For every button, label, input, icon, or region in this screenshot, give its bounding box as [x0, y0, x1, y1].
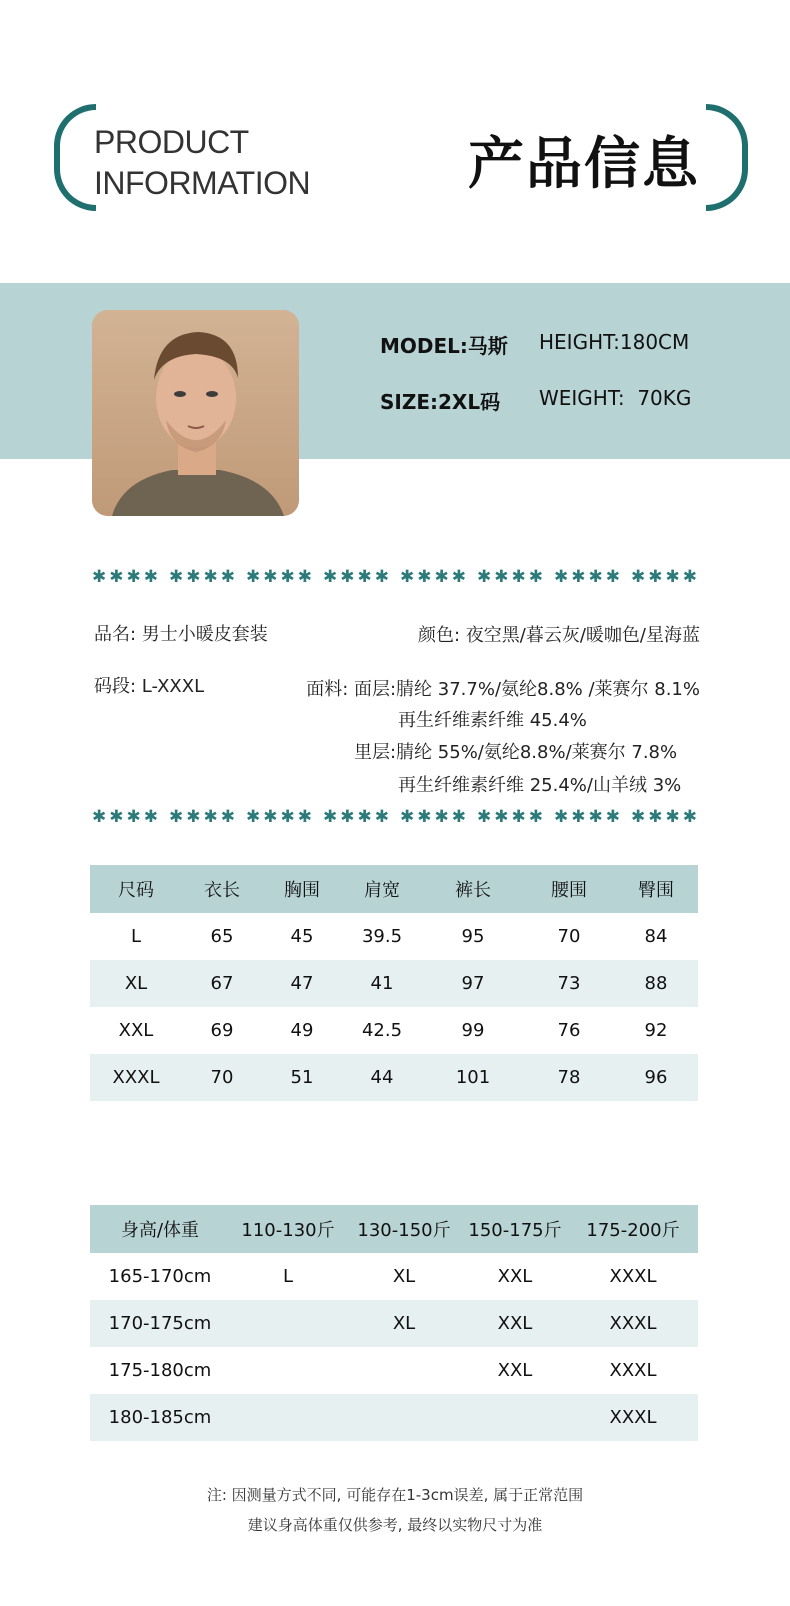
star-group: ✱✱✱✱	[631, 807, 700, 827]
table-cell: XXXL	[609, 1266, 657, 1287]
fabric-inner-line2: 再生纤维素纤维 25.4%/山羊绒 3%	[398, 775, 682, 796]
table-cell: 96	[614, 1054, 698, 1101]
star-group: ✱✱✱✱	[92, 567, 161, 587]
table-cell: 84	[644, 926, 668, 947]
table-cell: 101	[422, 1054, 524, 1101]
table-cell	[230, 1394, 346, 1441]
table-cell: 47	[262, 960, 342, 1007]
fit-table-header	[90, 1205, 698, 1253]
header-cell: 175-200斤	[568, 1205, 698, 1253]
star-group: ✱✱✱✱	[477, 567, 546, 587]
header-cell: 身高/体重	[90, 1205, 230, 1253]
model-weight: WEIGHT: 70KG	[539, 386, 692, 410]
table-cell: XXL	[497, 1266, 533, 1287]
english-title	[94, 122, 310, 204]
english-title-line1: PRODUCT	[94, 124, 249, 160]
right-bracket	[706, 104, 748, 211]
header-cell: 腰围	[524, 865, 614, 913]
table-cell: 73	[524, 960, 614, 1007]
star-group: ✱✱✱✱	[400, 567, 469, 587]
table-cell	[230, 1300, 346, 1347]
model-height: HEIGHT:180CM	[539, 330, 690, 354]
model-portrait-image	[92, 310, 299, 516]
table-cell: 76	[557, 1020, 581, 1041]
table-cell	[462, 1394, 568, 1441]
table-row	[90, 1347, 698, 1394]
table-cell: 51	[262, 1054, 342, 1101]
table-cell: XXL	[497, 1360, 533, 1381]
star-group: ✱✱✱✱	[554, 807, 623, 827]
english-title-line2: INFORMATION	[94, 165, 311, 201]
fabric-outer-line2: 再生纤维素纤维 45.4%	[398, 710, 587, 731]
table-cell: 180-185cm	[90, 1394, 230, 1441]
table-cell: XXXL	[568, 1394, 698, 1441]
star-group: ✱✱✱✱	[246, 567, 315, 587]
table-cell: L	[282, 1266, 294, 1287]
table-cell: 70	[557, 926, 581, 947]
header-cell: 裤长	[422, 865, 524, 913]
table-row	[90, 960, 698, 1007]
table-cell: XXL	[118, 1020, 154, 1041]
star-group: ✱✱✱✱	[554, 567, 623, 587]
fabric-inner-line1: 里层:腈纶 55%/氨纶8.8%/莱赛尔 7.8%	[354, 742, 678, 763]
table-row	[90, 1394, 698, 1441]
table-cell: 70	[182, 1054, 262, 1101]
table-cell: 44	[342, 1054, 422, 1101]
note-line2: 建议身高体重仅供参考, 最终以实物尺寸为准	[247, 1516, 543, 1534]
table-cell: 92	[644, 1020, 668, 1041]
table-cell: 45	[290, 926, 314, 947]
table-cell: 170-175cm	[90, 1300, 230, 1347]
table-cell: 78	[524, 1054, 614, 1101]
model-name: MODEL:马斯	[380, 334, 508, 358]
table-cell: XXXL	[609, 1360, 657, 1381]
table-row	[90, 1300, 698, 1347]
table-cell: 95	[461, 926, 485, 947]
star-group: ✱✱✱✱	[246, 807, 315, 827]
table-cell: XXL	[462, 1300, 568, 1347]
table-row	[90, 1007, 698, 1054]
header-cell: 衣长	[182, 865, 262, 913]
table-cell: 99	[461, 1020, 485, 1041]
table-cell	[230, 1347, 346, 1394]
table-cell: 67	[182, 960, 262, 1007]
size-table	[90, 865, 698, 1101]
fit-table	[90, 1205, 698, 1441]
table-cell: XL	[392, 1266, 416, 1287]
table-row	[90, 1253, 698, 1300]
table-cell: L	[130, 926, 142, 947]
table-cell: XL	[90, 960, 182, 1007]
star-group: ✱✱✱✱	[92, 807, 161, 827]
table-cell	[346, 1347, 462, 1394]
star-group: ✱✱✱✱	[400, 807, 469, 827]
star-group: ✱✱✱✱	[323, 807, 392, 827]
table-cell: 69	[210, 1020, 234, 1041]
table-row	[90, 1054, 698, 1101]
header-cell: 150-175斤	[462, 1205, 568, 1253]
star-group: ✱✱✱✱	[323, 567, 392, 587]
header-cell: 尺码	[90, 865, 182, 913]
size-range: 码段: L-XXXL	[94, 676, 205, 697]
header-cell: 臀围	[614, 865, 698, 913]
header-cell: 胸围	[262, 865, 342, 913]
star-group: ✱✱✱✱	[169, 567, 238, 587]
table-cell: 88	[614, 960, 698, 1007]
table-cell: XL	[346, 1300, 462, 1347]
table-row	[90, 913, 698, 960]
product-name: 品名: 男士小暖皮套装	[94, 624, 268, 645]
table-cell: 42.5	[361, 1020, 403, 1041]
star-divider-bottom	[92, 807, 700, 827]
model-photo	[92, 310, 299, 516]
header-cell: 130-150斤	[346, 1205, 462, 1253]
left-bracket	[54, 104, 96, 211]
product-colors: 颜色: 夜空黑/暮云灰/暖咖色/星海蓝	[418, 625, 700, 646]
table-cell: 39.5	[361, 926, 403, 947]
table-cell: XXXL	[568, 1300, 698, 1347]
table-cell: 97	[422, 960, 524, 1007]
header-cell: 110-130斤	[230, 1205, 346, 1253]
table-cell: XXXL	[90, 1054, 182, 1101]
star-group: ✱✱✱✱	[631, 567, 700, 587]
star-group: ✱✱✱✱	[477, 807, 546, 827]
fabric-outer-line1: 面料: 面层:腈纶 37.7%/氨纶8.8% /莱赛尔 8.1%	[306, 679, 700, 700]
header-cell: 肩宽	[342, 865, 422, 913]
note-line1: 注: 因测量方式不同, 可能存在1-3cm误差, 属于正常范围	[206, 1486, 584, 1504]
size-table-header	[90, 865, 698, 913]
table-cell: 65	[210, 926, 234, 947]
table-cell: 49	[290, 1020, 314, 1041]
table-cell: 175-180cm	[108, 1360, 212, 1381]
table-cell: 165-170cm	[108, 1266, 212, 1287]
model-size: SIZE:2XL码	[380, 390, 501, 414]
star-divider-top	[92, 567, 700, 587]
table-cell	[346, 1394, 462, 1441]
table-cell: 41	[342, 960, 422, 1007]
chinese-title: 产品信息	[468, 132, 700, 197]
star-group: ✱✱✱✱	[169, 807, 238, 827]
